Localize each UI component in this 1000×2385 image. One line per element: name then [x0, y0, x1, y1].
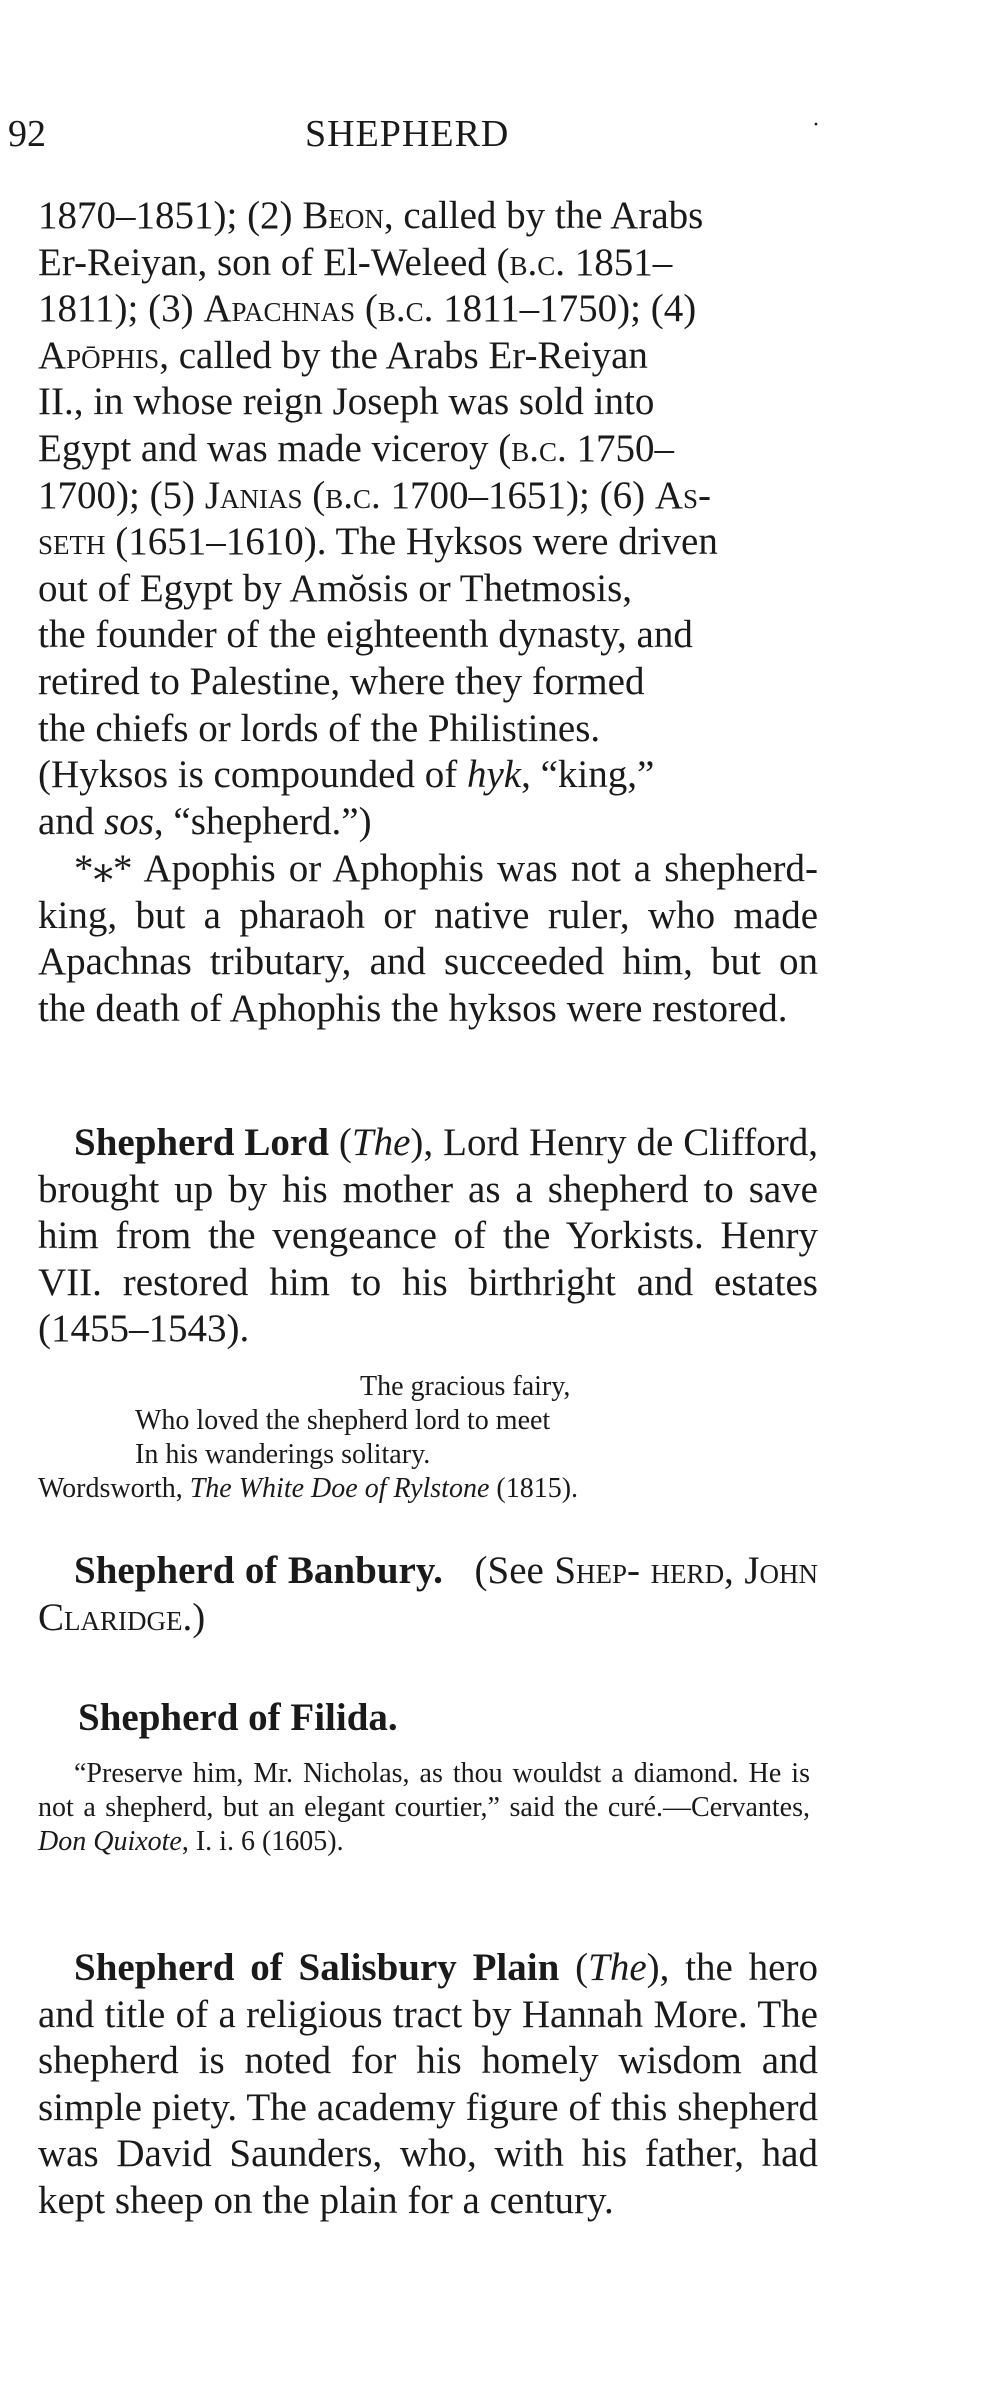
- line: Egypt and was made viceroy (b.c. 1750–: [38, 426, 675, 470]
- line: (Hyksos is compounded of hyk, “king,”: [38, 753, 655, 797]
- headword: Shepherd Lord: [74, 1121, 329, 1164]
- verse-quotation: [38, 1370, 818, 1506]
- note-apophis: *⁎* Apophis or Aphophis was not a shepherd-king, but a pharaoh or native ruler, who made Apachnas tributary, and succeeded him, but on the death of Aphophis the hyksos were restored.: [38, 847, 818, 1030]
- line: seth (1651–1610). The Hyksos were driven: [38, 520, 718, 564]
- line: 1700); (5) Janias (b.c. 1700–1651); (6) As-: [38, 473, 712, 517]
- line: and sos, “shepherd.”): [38, 799, 372, 843]
- line: 1811); (3) Apachnas (b.c. 1811–1750); (4): [38, 287, 697, 331]
- headword: Shepherd of Salisbury Plain: [74, 1946, 560, 1989]
- verse-line: The gracious fairy,: [360, 1371, 571, 1402]
- entry-shepherd-of-salisbury-plain: Shepherd of Salisbury Plain (The), the hero and title of a religious tract by Hannah More. The shepherd is noted for his homely wisdom and simple piety. The academy figure of this shepherd was David Saunders, who, with his father, had kept sheep on the plain for a century.: [38, 1946, 818, 2222]
- verse-line: Who loved the shepherd lord to meet: [135, 1405, 551, 1436]
- line: Er-Reiyan, son of El-Weleed (b.c. 1851–: [38, 240, 673, 284]
- line: the chiefs or lords of the Philistines.: [38, 706, 601, 750]
- entry-hyksos-continued: [38, 193, 818, 845]
- line: 1870–1851); (2) Beon, called by the Arabs: [38, 194, 704, 237]
- filida-quotation: “Preserve him, Mr. Nicholas, as thou wouldst a diamond. He is not a shepherd, but an elegant courtier,” said the curé.—Cervantes, Don Quixote, I. i. 6 (1605).: [38, 1758, 810, 1857]
- line: Apōphis, called by the Arabs Er-Reiyan: [38, 333, 648, 377]
- entry-shepherd-of-filida-headword: Shepherd of Filida.: [78, 1696, 398, 1739]
- page-header: [0, 112, 1000, 162]
- printer-mark: ·: [812, 112, 820, 138]
- headword: Shepherd of Banbury.: [74, 1549, 443, 1592]
- line: II., in whose reign Joseph was sold into: [38, 380, 655, 424]
- line: the founder of the eighteenth dynasty, and: [38, 613, 693, 657]
- note-marker: *⁎*: [74, 847, 133, 890]
- verse-line: In his wanderings solitary.: [135, 1439, 431, 1470]
- entry-shepherd-of-banbury: Shepherd of Banbury. (See Shep- herd, John Claridge.): [38, 1549, 819, 1639]
- verse-citation: Wordsworth, The White Doe of Rylstone (1815).: [38, 1473, 579, 1504]
- line: out of Egypt by Amŏsis or Thetmosis,: [38, 566, 633, 610]
- line: retired to Palestine, where they formed: [38, 659, 645, 703]
- entry-shepherd-lord: Shepherd Lord (The), Lord Henry de Clifford, brought up by his mother as a shepherd to save him from the vengeance of the Yorkists. Henry VII. restored him to his birthright and estates (1455–1543).: [38, 1121, 818, 1351]
- page-number: 92: [8, 113, 46, 155]
- running-head: SHEPHERD: [305, 113, 510, 155]
